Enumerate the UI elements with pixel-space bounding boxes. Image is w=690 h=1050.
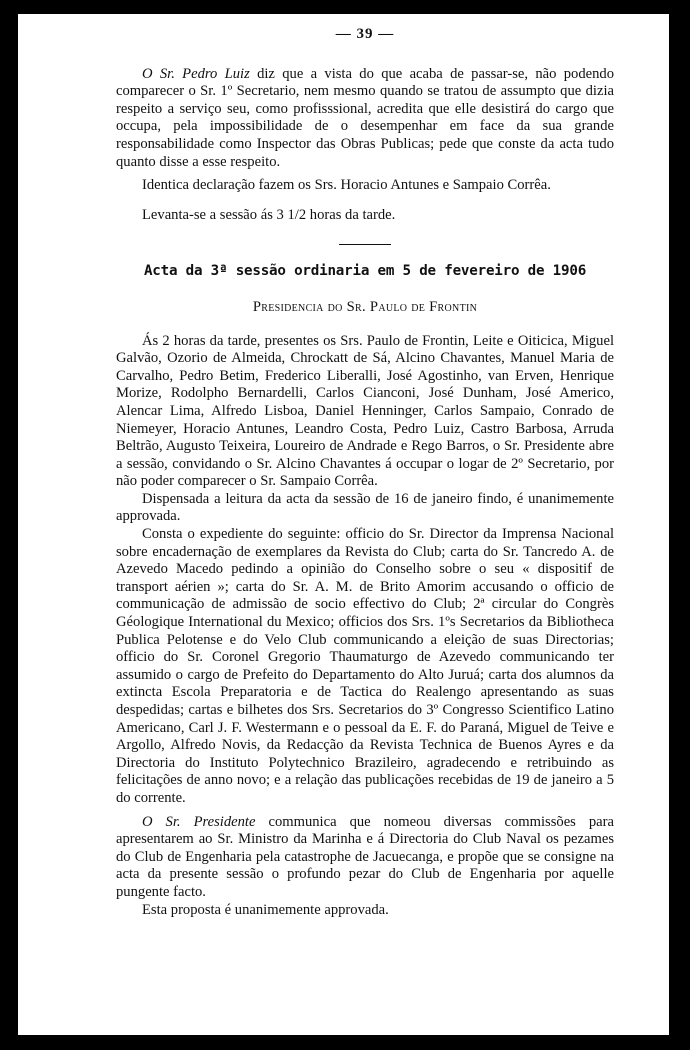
paragraph-session-end: Levanta-se a sessão ás 3 1/2 horas da tarde. <box>142 206 396 223</box>
section-divider <box>339 244 391 245</box>
speaker-name: O Sr. Presidente <box>142 813 256 830</box>
document-page <box>18 14 669 1035</box>
paragraph-attendance: Ás 2 horas da tarde, presentes os Srs. Paulo de Frontin, Leite e Oiticica, Miguel Galvão, Ozorio de Almeida, Chrockatt de Sá, Alcino Chavantes, Manuel Maria de Carvalho, Pedro Betim, Frederico Liberalli, José Agostinho, van Erven, Henrique Morize, Rodolpho Bernardelli, Carlos Cianconi, José Dunham, José Americo, Alencar Lima, Alfredo Lisboa, Daniel Henninger, Carlos Sampaio, Conrado de Niemeyer, Horacio Antunes, Leandro Costa, Pedro Luiz, Castro Barbosa, Arruda Beltrão, Augusto Teixeira, Loureiro de Andrade e Rego Barros, o Sr. Presidente abre a sessão, convidando o Sr. Alcino Chavantes á occupar o logar de 2º Secretario, por não poder comparecer o Sr. Sampaio Corrêa. <box>116 332 614 490</box>
section-title: Acta da 3ª sessão ordinaria em 5 de fevereiro de 1906 <box>143 263 587 280</box>
paragraph-proposal-approved: Esta proposta é unanimemente approvada. <box>142 901 389 918</box>
paragraph-president-communication <box>116 814 614 902</box>
text-column <box>116 26 614 919</box>
presidency-heading: Presidencia do Sr. Paulo de Frontin <box>252 298 478 315</box>
paragraph-correspondence: Consta o expediente do seguinte: officio do Sr. Director da Imprensa Nacional sobre encadernação de exemplares da Revista do Club; carta do Sr. Tancredo A. de Azevedo Macedo pedindo a opinião do Conselho sobre o seu « dispositif de transport aérien »; carta do Sr. A. M. de Brito Amorim accusando o officio de communicação de admissão de socio effectivo do Club; 2ª circular do Congrès Géologique International du Mexico; officios dos Srs. 1ºs Secretarios da Bibliotheca Publica Pelotense e do Velo Club communicando a eleição de suas Directorias; officio do Sr. Coronel Gregorio Thaumaturgo de Azevedo communicando ter assumido o cargo de Prefeito do Departamento do Alto Juruá; carta dos alumnos da extincta Escola Preparatoria e de Tactica do Realengo apresentando as suas despedidas; cartas e bilhetes dos Srs. Secretarios do 3º Congresso Scientifico Latino Americano, Carl J. F. Westermann e o pessoal da E. F. do Paraná, Miguel de Teive e Argollo, Alfredo Novis, da Redacção da Revista Technica de Buenos Ayres e da Directoria do Instituto Polytechnico Brazileiro, agradecendo e retribuindo as felicitações de anno novo; e a relação das publicações recebidas de 19 de janeiro a 5 do corrente. <box>116 526 614 806</box>
paragraph-minutes-approval: Dispensada a leitura da acta da sessão de 16 de janeiro findo, é unanimemente approvada. <box>116 490 614 525</box>
page-number: — 39 — <box>335 26 395 42</box>
paragraph-pedro-luiz <box>116 66 614 172</box>
paragraph-text: communica que nomeou diversas commissões para apresentarem ao Sr. Ministro da Marinha e á Directoria do Club Naval os pezames do Club de Engenharia pela catastrophe de Jacuecanga, e propõe que se consigne na acta da presente sessão o profundo pezar do Club de Engenharia por aquelle pungente facto. <box>116 813 614 900</box>
paragraph-declaration: Identica declaração fazem os Srs. Horacio Antunes e Sampaio Corrêa. <box>142 177 551 194</box>
speaker-name: O Sr. Pedro Luiz <box>142 65 250 82</box>
paragraph-text: diz que a vista do que acaba de passar-se, não podendo comparecer o Sr. 1º Secretario, nem mesmo quando se tratou de assumpto que dizia respeito a serviço seu, como profisssional, acredita que elle desistirá do cargo que occupa, pela impossibilidade de o desempenhar em face da sua grande responsabilidade como Inspector das Obras Publicas; pede que conste da acta tudo quanto disse a esse respeito. <box>116 65 614 170</box>
